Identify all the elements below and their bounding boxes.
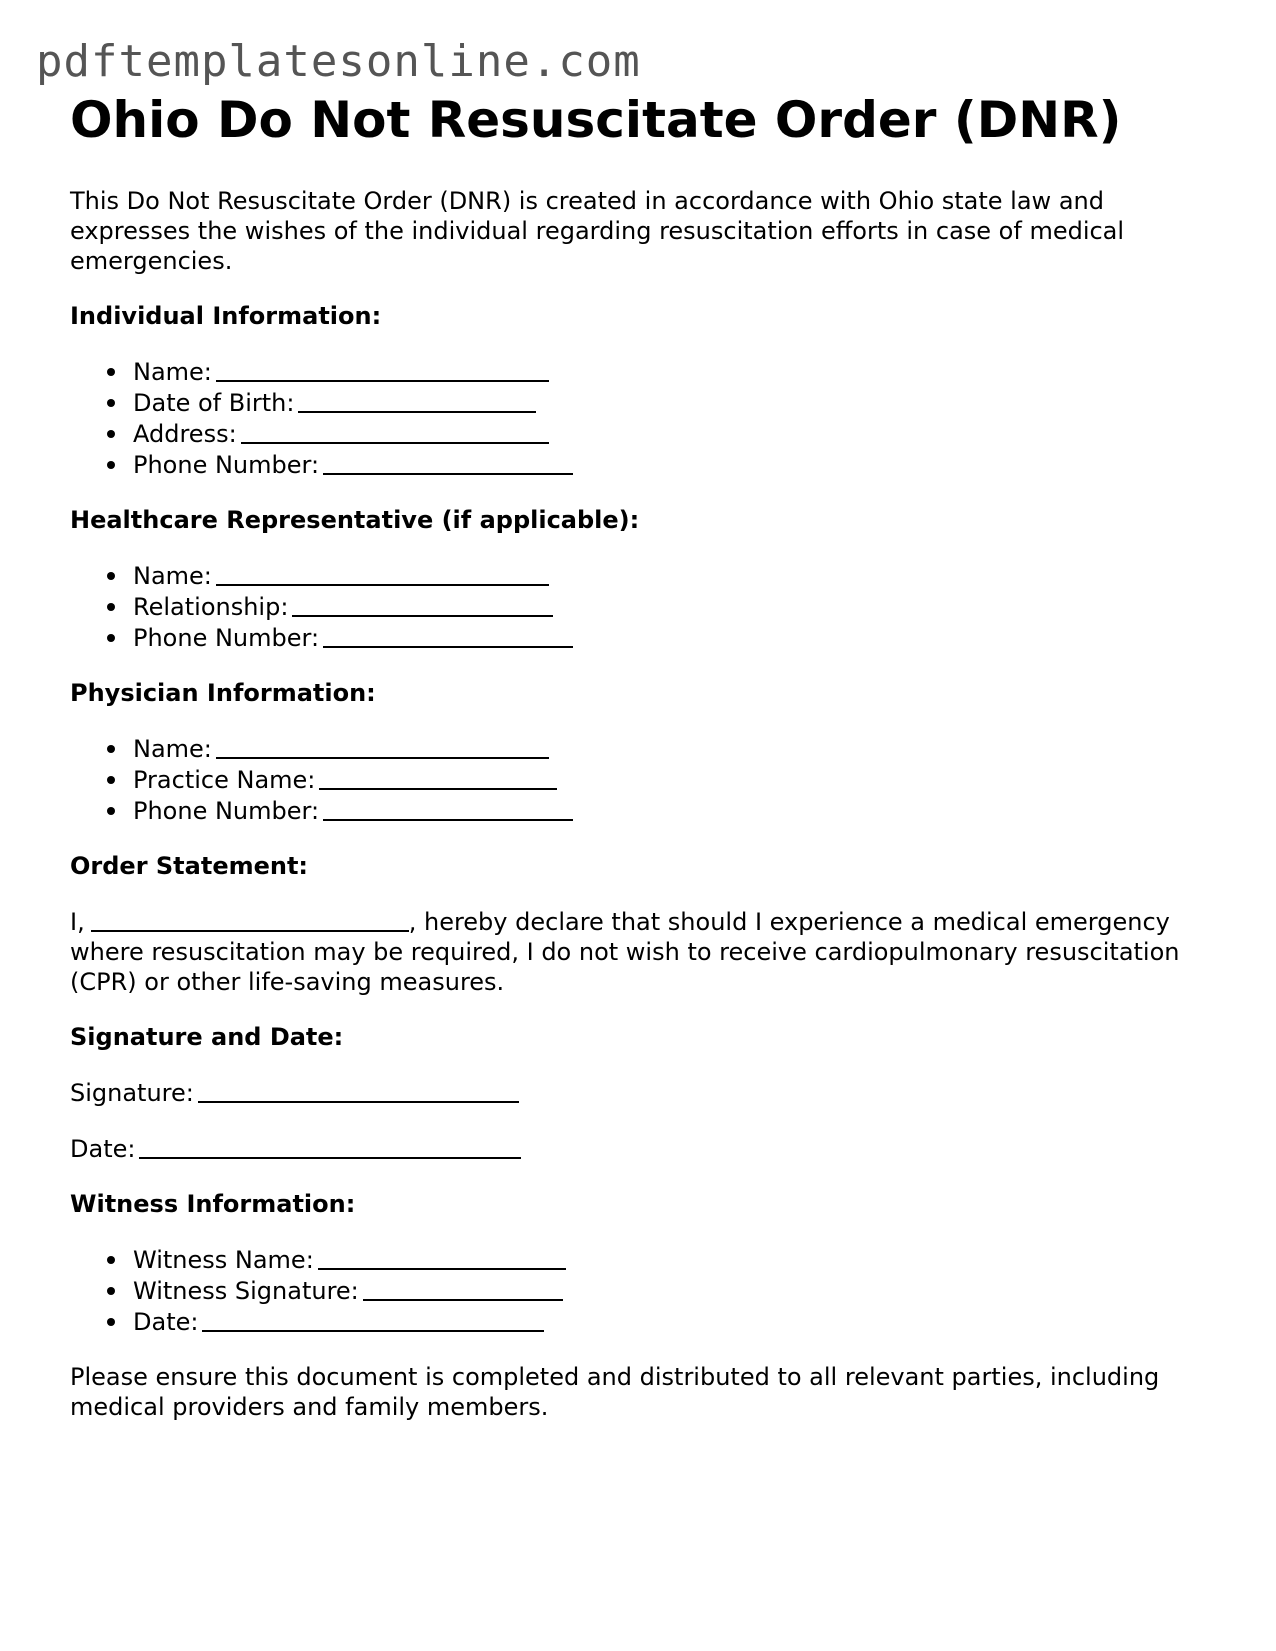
order-prefix: I, — [70, 908, 85, 936]
field-label: Relationship: — [133, 593, 289, 621]
practice-blank-line[interactable] — [319, 766, 557, 790]
field-label: Date of Birth: — [133, 389, 295, 417]
signature-blank-line[interactable] — [198, 1079, 519, 1103]
individual-address-field — [133, 418, 1230, 449]
representative-name-field — [133, 560, 1230, 591]
closing-paragraph: Please ensure this document is completed and distributed to all relevant parties, including medical providers and family members. — [70, 1363, 1160, 1421]
representative-relationship-field — [133, 591, 1230, 622]
dob-blank-line[interactable] — [298, 389, 536, 413]
signature-heading: Signature and Date: — [70, 1023, 344, 1051]
field-label: Name: — [133, 735, 212, 763]
physician-practice-field — [133, 764, 1230, 795]
address-blank-line[interactable] — [241, 420, 549, 444]
signature-field — [70, 1077, 1230, 1108]
document-title: Ohio Do Not Resuscitate Order (DNR) — [70, 91, 1122, 149]
representative-heading: Healthcare Representative (if applicable): — [70, 506, 640, 534]
intro-paragraph: This Do Not Resuscitate Order (DNR) is created in accordance with Ohio state law and expresses the wishes of the individual regarding resuscitation efforts in case of medical emergencies. — [70, 187, 1125, 275]
physician-phone-field — [133, 795, 1230, 826]
field-label: Witness Name: — [133, 1246, 314, 1274]
field-label: Name: — [133, 562, 212, 590]
declarant-name-blank-line[interactable] — [91, 908, 409, 932]
date-field — [70, 1133, 1230, 1164]
representative-fields — [70, 560, 1230, 653]
field-label: Address: — [133, 420, 237, 448]
field-label: Phone Number: — [133, 451, 320, 479]
date-blank-line[interactable] — [139, 1135, 521, 1159]
physician-heading: Physician Information: — [70, 679, 376, 707]
individual-fields — [70, 356, 1230, 480]
phone-blank-line[interactable] — [323, 451, 573, 475]
individual-phone-field — [133, 449, 1230, 480]
witness-date-blank-line[interactable] — [202, 1308, 544, 1332]
field-label: Phone Number: — [133, 624, 320, 652]
relationship-blank-line[interactable] — [292, 593, 553, 617]
phone-blank-line[interactable] — [323, 624, 573, 648]
name-blank-line[interactable] — [216, 358, 549, 382]
date-label: Date: — [70, 1135, 136, 1163]
field-label: Date: — [133, 1308, 199, 1336]
witness-fields — [70, 1244, 1230, 1337]
phone-blank-line[interactable] — [323, 797, 573, 821]
witness-signature-blank-line[interactable] — [363, 1277, 563, 1301]
individual-name-field — [133, 356, 1230, 387]
name-blank-line[interactable] — [216, 562, 549, 586]
witness-name-blank-line[interactable] — [318, 1246, 566, 1270]
signature-label: Signature: — [70, 1079, 194, 1107]
order-heading: Order Statement: — [70, 852, 309, 880]
individual-dob-field — [133, 387, 1230, 418]
field-label: Witness Signature: — [133, 1277, 359, 1305]
individual-heading: Individual Information: — [70, 302, 382, 330]
watermark: pdftemplatesonline.com — [36, 36, 641, 87]
witness-name-field — [133, 1244, 1230, 1275]
witness-heading: Witness Information: — [70, 1190, 356, 1218]
order-statement — [70, 906, 1230, 997]
field-label: Name: — [133, 358, 212, 386]
witness-date-field — [133, 1306, 1230, 1337]
field-label: Phone Number: — [133, 797, 320, 825]
field-label: Practice Name: — [133, 766, 316, 794]
name-blank-line[interactable] — [216, 735, 549, 759]
order-text: , hereby declare that should I experience a medical emergency where resuscitation may be required, I do not wish to receive cardiopulmonary resuscitation (CPR) or other life-saving measures. — [70, 908, 1180, 996]
physician-fields — [70, 733, 1230, 826]
document-page — [70, 92, 1230, 1447]
physician-name-field — [133, 733, 1230, 764]
representative-phone-field — [133, 622, 1230, 653]
witness-signature-field — [133, 1275, 1230, 1306]
